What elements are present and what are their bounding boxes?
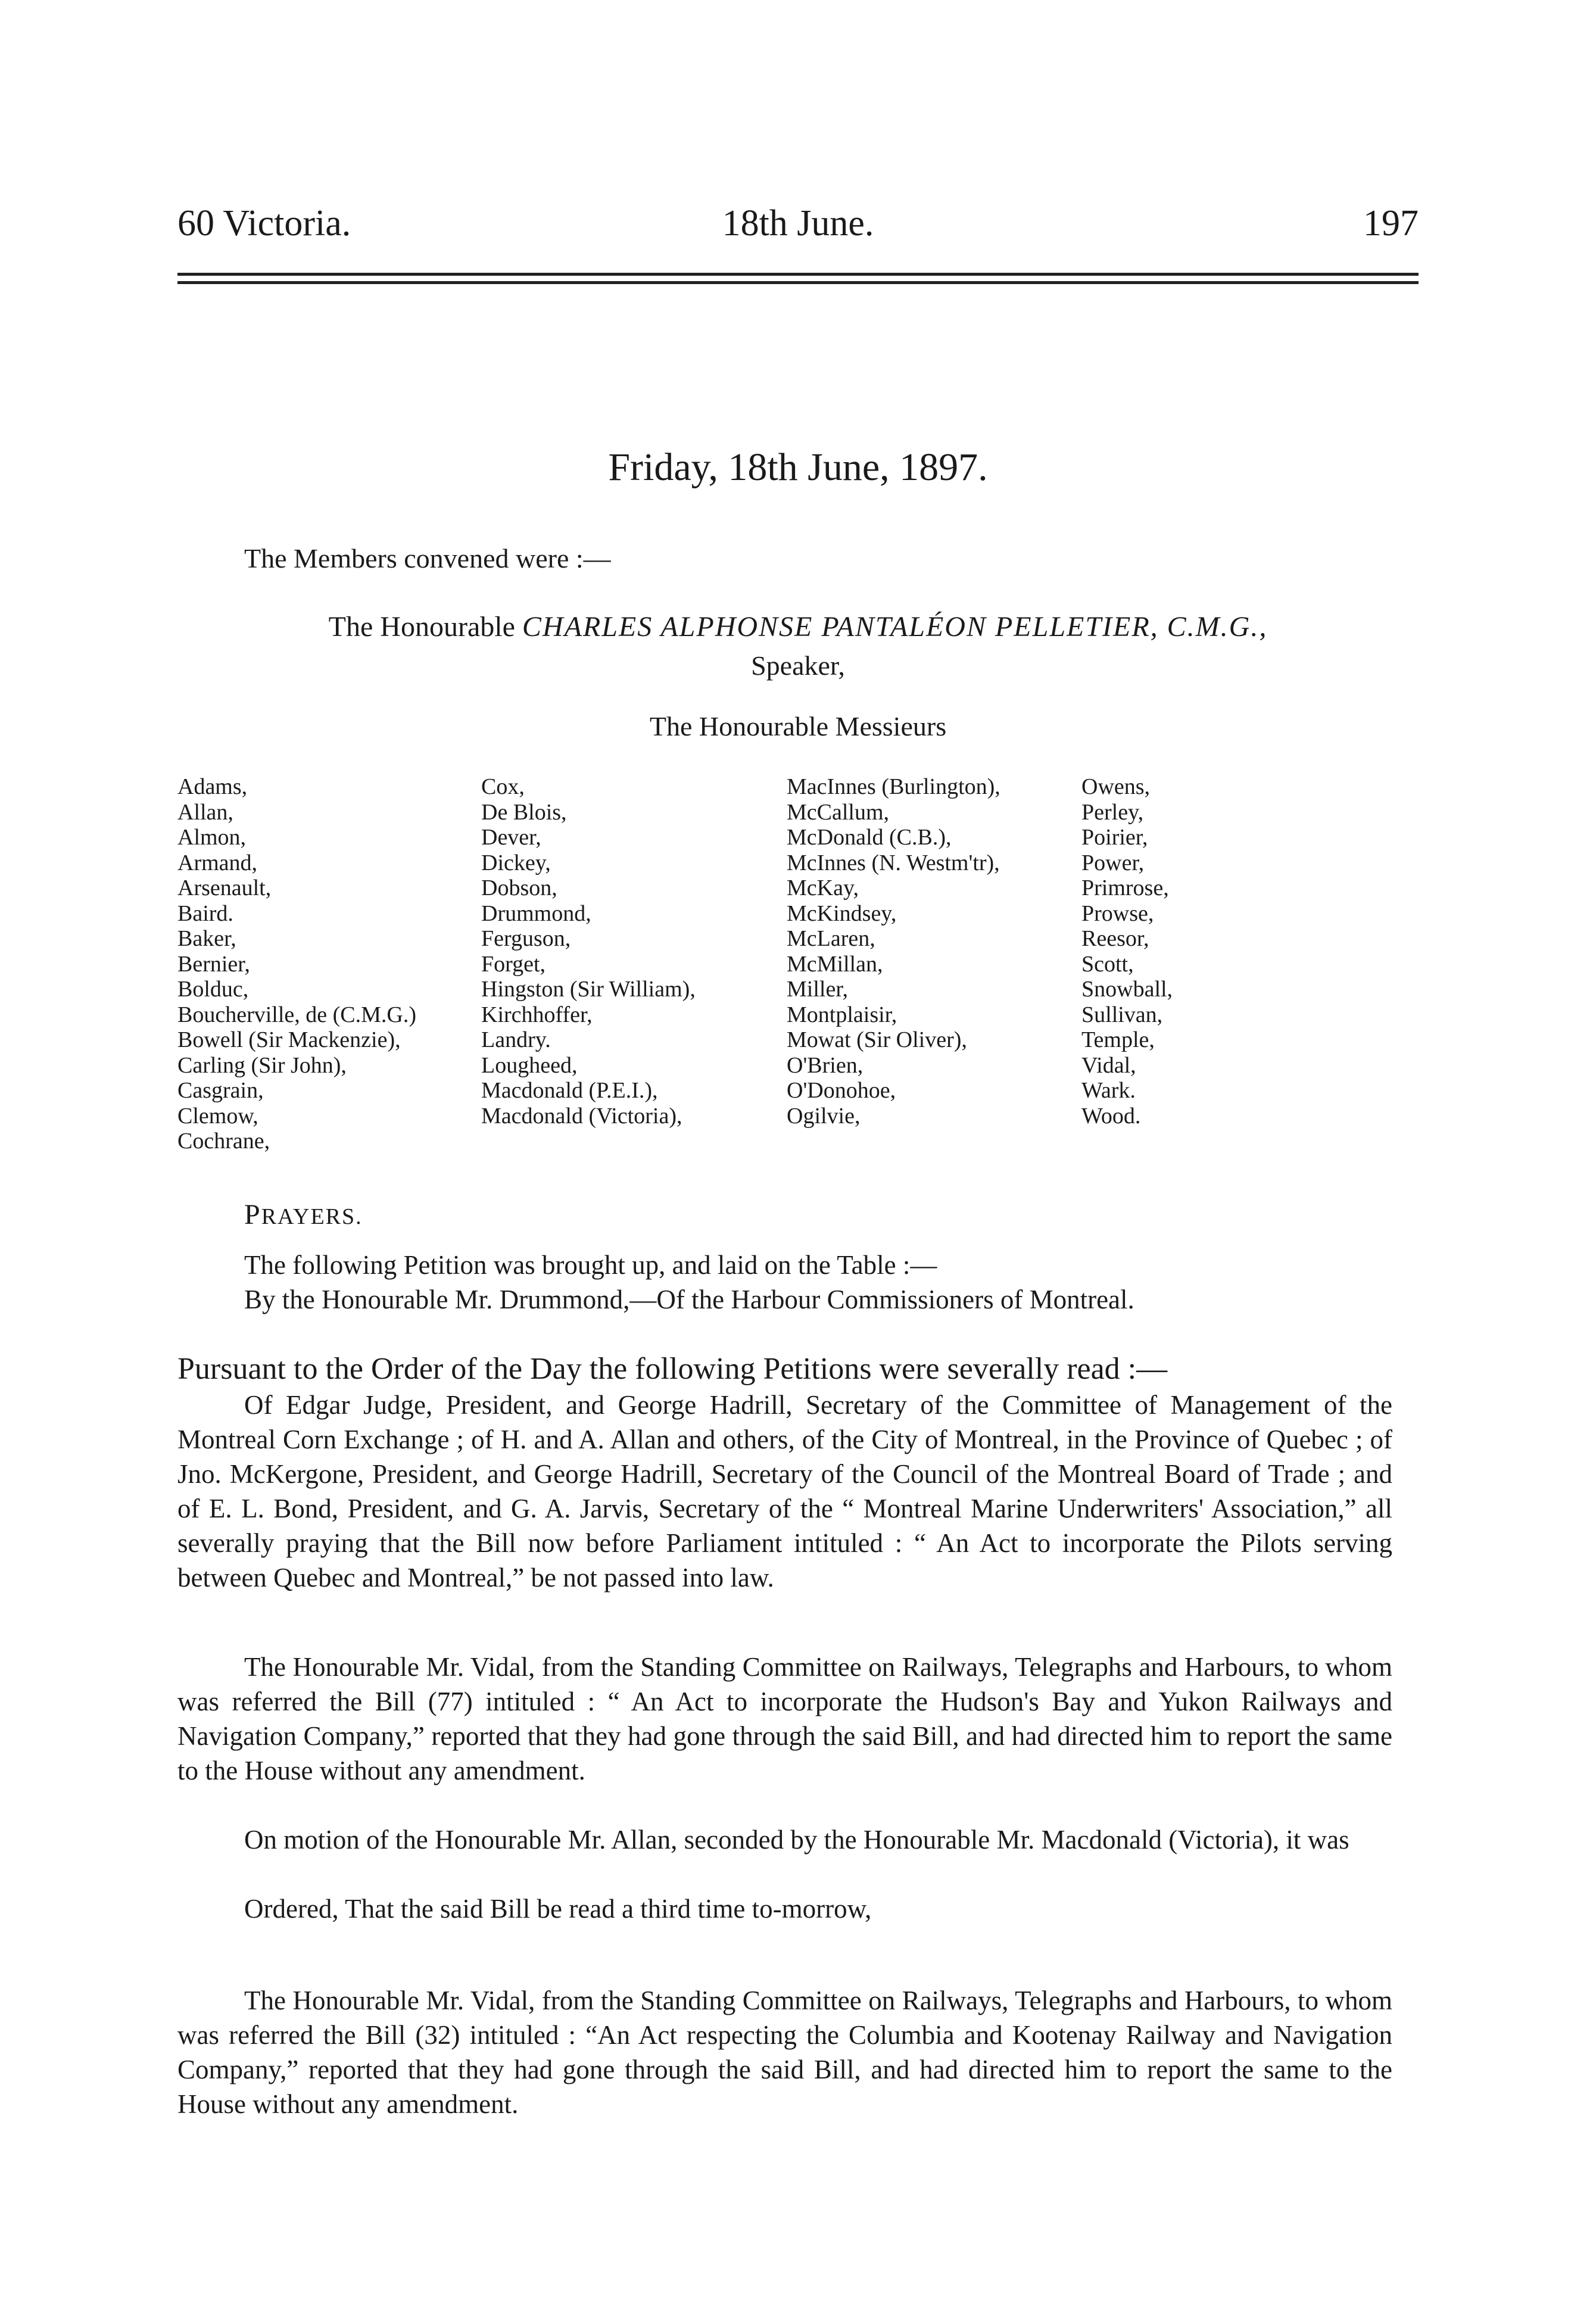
member-name: Macdonald (Victoria), xyxy=(481,1103,682,1129)
members-convened-intro: The Members convened were :— xyxy=(244,543,611,574)
speaker-name: CHARLES ALPHONSE PANTALÉON PELLETIER, C.M.G., xyxy=(522,611,1268,643)
member-name: O'Donohoe, xyxy=(787,1078,896,1103)
member-name: Cochrane, xyxy=(177,1129,270,1154)
member-name: Baker, xyxy=(177,926,236,951)
member-name: Bolduc, xyxy=(177,977,249,1002)
member-name: Boucherville, de (C.M.G.) xyxy=(177,1002,417,1027)
member-name: De Blois, xyxy=(481,799,567,825)
members-column-3 xyxy=(787,774,1000,1129)
member-name: Owens, xyxy=(1081,774,1151,799)
member-name: Snowball, xyxy=(1081,977,1173,1002)
member-name: Perley, xyxy=(1081,799,1144,825)
member-name: Macdonald (P.E.I.), xyxy=(481,1078,658,1103)
member-name: McMillan, xyxy=(787,951,883,977)
member-name: Carling (Sir John), xyxy=(177,1052,347,1078)
member-name: Almon, xyxy=(177,825,247,850)
member-name: Clemow, xyxy=(177,1103,258,1129)
member-name: Baird. xyxy=(177,900,233,926)
member-name: O'Brien, xyxy=(787,1052,864,1078)
member-name: Allan, xyxy=(177,799,233,825)
member-name: McKay, xyxy=(787,875,859,900)
speaker-line xyxy=(177,609,1419,646)
order-of-day: Pursuant to the Order of the Day the following Petitions were severally read :— xyxy=(177,1352,1168,1386)
members-list xyxy=(177,774,1422,1155)
sitting-date-heading: Friday, 18th June, 1897. xyxy=(608,445,988,489)
member-name: Power, xyxy=(1081,850,1145,875)
header-rule-bottom xyxy=(177,281,1419,284)
member-name: Hingston (Sir William), xyxy=(481,977,696,1002)
member-name: Bowell (Sir Mackenzie), xyxy=(177,1027,401,1052)
members-column-4 xyxy=(1081,774,1173,1129)
member-name: Landry. xyxy=(481,1027,551,1052)
member-name: Cox, xyxy=(481,774,525,799)
prayers-rest: RAYERS. xyxy=(261,1204,363,1229)
member-name: Primrose, xyxy=(1081,875,1169,900)
member-name: Adams, xyxy=(177,774,248,799)
member-name: Temple, xyxy=(1081,1027,1155,1052)
member-name: Ogilvie, xyxy=(787,1103,861,1129)
members-column-2 xyxy=(481,774,696,1129)
member-name: Wood. xyxy=(1081,1103,1141,1129)
header-date: 18th June. xyxy=(722,203,874,244)
member-name: Kirchhoffer, xyxy=(481,1002,593,1027)
member-name: Bernier, xyxy=(177,951,250,977)
prayers-initial: P xyxy=(244,1199,261,1230)
member-name: McCallum, xyxy=(787,799,890,825)
member-name: Montplaisir, xyxy=(787,1002,897,1027)
member-name: McInnes (N. Westm'tr), xyxy=(787,850,1000,875)
petitions-list: Of Edgar Judge, President, and George Hadrill, Secretary of the Committee of Management of the Montreal Corn Exchange ; of H. and A. Allan and others, of the City of Montreal, in the Province of Quebec ; of Jno. McKergone, President, and George Hadrill, Secretary of the Council of the Montreal Board of Trade ; and of E. L. Bond, President, and G. A. Jarvis, Secretary of the “ Montreal Marine Underwriters' Association,” all severally praying that the Bill now before Parliament intituled : “ An Act to incorporate the Pilots serving between Quebec and Montreal,” be not passed into law. xyxy=(177,1390,1392,1593)
member-name: Wark. xyxy=(1081,1078,1136,1103)
header-rule-top xyxy=(177,273,1419,276)
member-name: Vidal, xyxy=(1081,1052,1136,1078)
member-name: Dever, xyxy=(481,825,541,850)
header-double-rule xyxy=(177,273,1419,287)
member-name: Miller, xyxy=(787,977,848,1002)
vidal-report-bill-32: The Honourable Mr. Vidal, from the Standing Committee on Railways, Telegraphs and Harbours, to whom was referred the Bill (32) intituled : “An Act respecting the Columbia and Kootenay Railway and Navigation Company,” reported that they had gone through the said Bill, and had directed him to report the same to the House without any amendment. xyxy=(177,1986,1392,2119)
member-name: Lougheed, xyxy=(481,1052,578,1078)
member-name: Dickey, xyxy=(481,850,551,875)
vidal-report-bill-77: The Honourable Mr. Vidal, from the Standing Committee on Railways, Telegraphs and Harbours, to whom was referred the Bill (77) intituled : “ An Act to incorporate the Hudson's Bay and Yukon Railways and Navigation Company,” reported that they had gone through the said Bill, and had directed him to report the same to the House without any amendment. xyxy=(177,1652,1392,1785)
member-name: MacInnes (Burlington), xyxy=(787,774,1000,799)
member-name: Casgrain, xyxy=(177,1078,264,1103)
member-name: Armand, xyxy=(177,850,258,875)
member-name: Scott, xyxy=(1081,951,1134,977)
member-name: Drummond, xyxy=(481,900,591,926)
member-name: Prowse, xyxy=(1081,900,1154,926)
prayers-heading xyxy=(244,1197,363,1235)
member-name: Arsenault, xyxy=(177,875,272,900)
members-column-1 xyxy=(177,774,416,1154)
member-name: Ferguson, xyxy=(481,926,571,951)
petition-intro: The following Petition was brought up, and laid on the Table :— xyxy=(244,1250,937,1280)
speaker-title: Speaker, xyxy=(751,650,845,681)
motion-allan: On motion of the Honourable Mr. Allan, seconded by the Honourable Mr. Macdonald (Victoria), it was xyxy=(244,1825,1349,1855)
header-regnal-year: 60 Victoria. xyxy=(177,203,351,244)
member-name: McDonald (C.B.), xyxy=(787,825,952,850)
messieurs-heading: The Honourable Messieurs xyxy=(649,711,947,741)
petition-drummond: By the Honourable Mr. Drummond,—Of the Harbour Commissioners of Montreal. xyxy=(244,1285,1134,1314)
member-name: Forget, xyxy=(481,951,546,977)
speaker-prefix: The Honourable xyxy=(328,611,515,643)
member-name: McKindsey, xyxy=(787,900,897,926)
member-name: Poirier, xyxy=(1081,825,1148,850)
member-name: Dobson, xyxy=(481,875,557,900)
member-name: Sullivan, xyxy=(1081,1002,1163,1027)
member-name: McLaren, xyxy=(787,926,875,951)
member-name: Mowat (Sir Oliver), xyxy=(787,1027,967,1052)
ordered-third-reading: Ordered, That the said Bill be read a third time to-morrow, xyxy=(244,1894,872,1924)
running-header xyxy=(177,197,1419,250)
member-name: Reesor, xyxy=(1081,926,1149,951)
page-number: 197 xyxy=(1363,203,1419,244)
